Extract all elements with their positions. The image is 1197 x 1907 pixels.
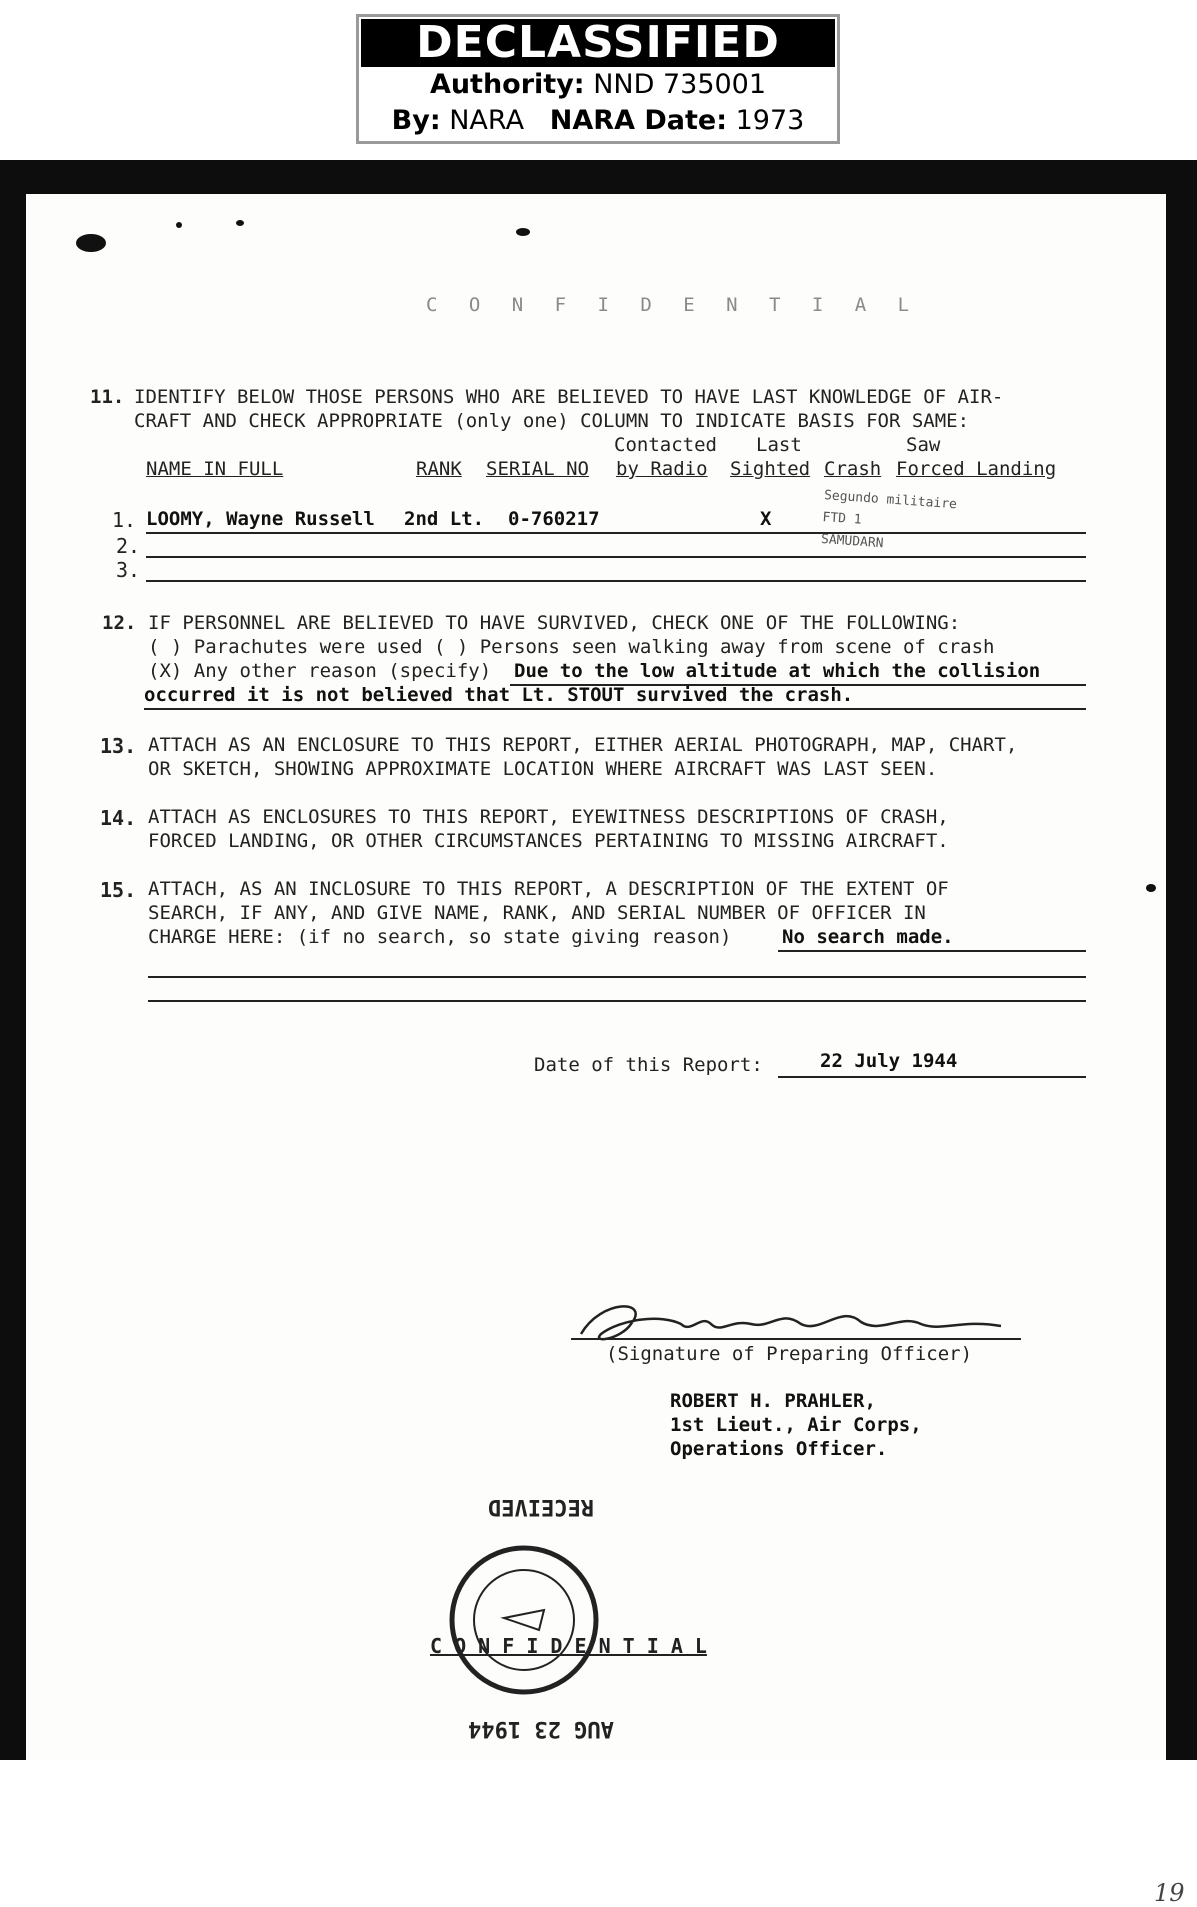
scan-speck (1146, 884, 1156, 892)
ink-stamp-line: FTD 1 (822, 509, 863, 528)
page-number: 19 (1154, 1879, 1185, 1907)
footer-classification: C O N F I D E N T I A L (430, 1634, 707, 1658)
item15-line1: ATTACH, AS AN INCLOSURE TO THIS REPORT, A DESCRIPTION OF THE EXTENT OF (148, 878, 949, 900)
item13-line1: ATTACH AS AN ENCLOSURE TO THIS REPORT, EITHER AERIAL PHOTOGRAPH, MAP, CHART, (148, 734, 1018, 756)
item15-answer: No search made. (782, 926, 954, 948)
item11-line1: IDENTIFY BELOW THOSE PERSONS WHO ARE BELIEVED TO HAVE LAST KNOWLEDGE OF AIR- (134, 386, 1004, 408)
stamp-by-value: NARA (449, 105, 525, 136)
item13-number: 13. (100, 734, 137, 758)
scan-speck (76, 234, 106, 252)
declassified-stamp (356, 14, 840, 144)
report-date-label: Date of this Report: (534, 1054, 763, 1076)
report-date-value: 22 July 1944 (820, 1050, 958, 1072)
stamp-by (359, 103, 837, 139)
ink-stamp (818, 485, 1084, 603)
col-saw-top: Saw (906, 434, 941, 456)
item12-line4-typed: occurred it is not believed that Lt. STOUT survived the crash. (144, 684, 854, 706)
col-serial: SERIAL NO (486, 458, 589, 480)
signer-name: ROBERT H. PRAHLER, (670, 1390, 876, 1412)
document-page (26, 194, 1185, 1907)
stamp-date-label: NARA Date: (549, 105, 728, 136)
clock-stamp-icon (449, 1540, 599, 1700)
row-mark: X (760, 508, 772, 530)
item11-number: 11. (90, 386, 125, 408)
row-rank: 2nd Lt. (404, 508, 485, 530)
report-date-rule (778, 1076, 1086, 1078)
item12-rule (144, 708, 1086, 710)
item12-line3-typed: Due to the low altitude at which the collision (514, 660, 1041, 682)
ink-stamp-line: Segundo militaire (823, 488, 958, 513)
item15-rule (778, 950, 1086, 952)
col-name: NAME IN FULL (146, 458, 284, 480)
row-rule (146, 556, 1086, 558)
item15-rule (148, 1000, 1086, 1002)
item15-number: 15. (100, 878, 137, 902)
stamp-authority-value: NND 735001 (593, 69, 767, 100)
col-sighted: Sighted (730, 458, 811, 480)
row-number: 1. (112, 508, 137, 532)
row-rule (146, 532, 1086, 534)
col-last-top: Last (756, 434, 802, 456)
col-rank: RANK (416, 458, 462, 480)
item15-line2: SEARCH, IF ANY, AND GIVE NAME, RANK, AND SERIAL NUMBER OF OFFICER IN (148, 902, 926, 924)
received-date: AUG 23 1944 (468, 1716, 614, 1741)
scan-frame (0, 160, 1197, 1907)
stamp-date-value: 1973 (735, 105, 805, 136)
scan-speck (236, 220, 244, 226)
stamp-authority (359, 67, 837, 103)
item12-number: 12. (102, 612, 137, 634)
signer-title: Operations Officer. (670, 1438, 888, 1460)
item12-line2: ( ) Parachutes were used ( ) Persons seen walking away from scene of crash (148, 636, 995, 658)
received-label: RECEIVED (488, 1494, 594, 1519)
item15-rule (148, 976, 1086, 978)
item14-line1: ATTACH AS ENCLOSURES TO THIS REPORT, EYEWITNESS DESCRIPTIONS OF CRASH, (148, 806, 949, 828)
item14-line2: FORCED LANDING, OR OTHER CIRCUMSTANCES PERTAINING TO MISSING AIRCRAFT. (148, 830, 949, 852)
row-rule (146, 580, 1086, 582)
row-name: LOOMY, Wayne Russell (146, 508, 375, 530)
stamp-authority-label: Authority: (429, 69, 585, 100)
item15-line3: CHARGE HERE: (if no search, so state giving reason) (148, 926, 732, 948)
stamp-by-label: By: (391, 105, 441, 136)
signer-rank: 1st Lieut., Air Corps, (670, 1414, 922, 1436)
col-radio: by Radio (616, 458, 708, 480)
scan-speck (176, 222, 182, 228)
col-forced: Forced Landing (896, 458, 1057, 480)
item13-line2: OR SKETCH, SHOWING APPROXIMATE LOCATION WHERE AIRCRAFT WAS LAST SEEN. (148, 758, 938, 780)
signature-caption: (Signature of Preparing Officer) (606, 1343, 973, 1365)
ink-stamp-line: SAMUDARN (820, 531, 884, 552)
item12-line3-prefix: (X) Any other reason (specify) (148, 660, 492, 682)
row-number: 2. (116, 534, 141, 558)
item11-line2: CRAFT AND CHECK APPROPRIATE (only one) COLUMN TO INDICATE BASIS FOR SAME: (134, 410, 970, 432)
item14-number: 14. (100, 806, 137, 830)
scan-speck (516, 228, 530, 236)
col-crash: Crash (824, 458, 882, 480)
stamp-title: DECLASSIFIED (361, 19, 835, 67)
row-number: 3. (116, 558, 141, 582)
item12-line1: IF PERSONNEL ARE BELIEVED TO HAVE SURVIVED, CHECK ONE OF THE FOLLOWING: (148, 612, 961, 634)
row-serial: 0-760217 (508, 508, 600, 530)
header-classification: C O N F I D E N T I A L (426, 294, 920, 316)
col-contacted-top: Contacted (614, 434, 717, 456)
